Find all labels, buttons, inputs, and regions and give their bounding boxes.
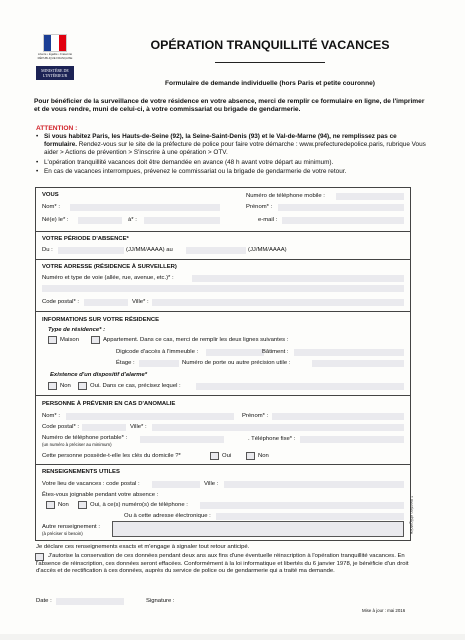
checkbox-cles-non[interactable] [246, 452, 255, 460]
section-vous [36, 188, 410, 231]
input-contact-ville[interactable] [152, 424, 404, 431]
label-lieu-naissance: à* : [128, 217, 137, 223]
label-digicode: Digicode d'accès à l'immeuble : [116, 349, 199, 355]
label-cles-oui: Oui [222, 453, 232, 459]
input-vacances-email[interactable] [216, 513, 404, 520]
label-email: e-mail : [258, 217, 278, 223]
attention-item: • L'opération tranquillité vacances doit être demandée en avance (48 h avant votre départ au minimum). [36, 159, 428, 167]
label-phone: Numéro de téléphone mobile : [246, 193, 325, 199]
label-contact-nom: Nom* : [42, 413, 61, 419]
title-divider [215, 62, 325, 63]
label-cles-non: Non [258, 453, 269, 459]
label-porte: Numéro de porte ou autre précision utile : [182, 360, 291, 366]
section-periode [36, 231, 410, 260]
label-maison: Maison [60, 337, 79, 343]
label-alarme-oui: Oui. Dans ce cas, précisez lequel : [90, 383, 181, 389]
input-batiment[interactable] [294, 349, 404, 356]
checkbox-alarme-oui[interactable] [78, 382, 87, 390]
label-vacances-ville: Ville : [204, 481, 219, 487]
input-nom[interactable] [70, 204, 220, 211]
label-alarme: Existence d'un dispositif d'alarme* [50, 372, 148, 378]
label-prenom: Prénom* : [246, 204, 273, 210]
input-contact-prenom[interactable] [272, 413, 404, 420]
logo-motto: Liberté • Égalité • Fraternité [37, 52, 73, 56]
section-heading: VOUS [42, 192, 59, 198]
attention-item-bold: Si vous habitez Paris, les Hauts-de-Seine (92), la Seine-Saint-Denis (93) et le Val-de-Marne (94), ne remplissez pas ce formulaire. [44, 133, 397, 149]
label-joignable: Êtes-vous joignable pendant votre absence : [42, 492, 159, 498]
label-format-au: (JJ/MM/AAAA) au [126, 247, 173, 253]
section-contact [36, 395, 410, 465]
label-contact-ville: Ville* : [130, 424, 147, 430]
label-naissance: Né(e) le* : [42, 217, 69, 223]
input-contact-fixe[interactable] [300, 436, 404, 443]
input-date-naissance[interactable] [78, 217, 122, 224]
input-vacances-telephone[interactable] [200, 502, 404, 509]
input-voie[interactable] [192, 275, 404, 282]
input-contact-portable[interactable] [140, 436, 224, 443]
note-contact-portable: (un numéro à préciser au minimum) [42, 442, 112, 447]
attention-item-rest: Rendez-vous sur le site de la préfecture de police pour faire votre démarche : www.prefecturedepolice.paris, rubrique Vous aider > Actions de prévention > S'inscrire à une opération > OTV. [44, 141, 426, 157]
input-ville[interactable] [152, 299, 404, 306]
input-contact-nom[interactable] [66, 413, 234, 420]
input-porte[interactable] [312, 360, 404, 367]
section-heading: VOTRE ADRESSE (RÉSIDENCE À SURVEILLER) [42, 264, 177, 270]
input-date-debut[interactable] [58, 247, 124, 254]
label-nom: Nom* : [42, 204, 61, 210]
input-date[interactable] [56, 598, 124, 605]
label-appartement: Appartement. Dans ce cas, merci de remplir les deux lignes suivantes : [103, 337, 289, 343]
input-code-postal[interactable] [84, 299, 128, 306]
input-prenom[interactable] [278, 204, 404, 211]
input-lieu-naissance[interactable] [144, 217, 220, 224]
note-autre: (à préciser si besoin) [42, 531, 83, 536]
intro-text: Pour bénéficier de la surveillance de votre résidence en votre absence, merci de remplir ce formulaire en ligne, de l'imprimer et de vous rendre, muni de celui-ci, à votre commissariat ou brigade de gendarmerie. [34, 98, 425, 114]
input-contact-cp[interactable] [82, 424, 126, 431]
marianne-flag-icon [43, 34, 67, 52]
form-frame [35, 187, 411, 541]
label-joignable-oui: Oui, à ce(s) numéro(s) de téléphone : [90, 502, 188, 508]
checkbox-alarme-non[interactable] [48, 382, 57, 390]
label-alarme-non: Non [60, 383, 71, 389]
input-vacances-ville[interactable] [224, 481, 404, 488]
label-du: Du : [42, 247, 53, 253]
label-ville: Ville* : [132, 299, 149, 305]
section-adresse [36, 259, 410, 312]
page-subtitle: Formulaire de demande individuelle (hors Paris et petite couronne) [165, 80, 375, 87]
attention-item [36, 133, 428, 158]
attention-list [36, 133, 428, 177]
label-etage: Étage : [116, 360, 135, 366]
input-date-fin[interactable] [186, 247, 246, 254]
label-vacances-cp: Votre lieu de vacances : code postal : [42, 481, 140, 487]
checkbox-cles-oui[interactable] [210, 452, 219, 460]
mandatory-note: * mention obligatoire [409, 496, 414, 535]
label-vacances-email: Ou à cette adresse électronique : [124, 513, 211, 519]
label-contact-prenom: Prénom* : [242, 413, 269, 419]
checkbox-joignable-non[interactable] [46, 501, 55, 509]
checkbox-joignable-oui[interactable] [78, 501, 87, 509]
section-renseignements [36, 464, 410, 541]
attention-item: • En cas de vacances interrompues, prévenez le commissariat ou la brigade de gendarmerie de votre retour. [36, 168, 428, 176]
page-title: OPÉRATION TRANQUILLITÉ VACANCES [150, 38, 390, 52]
label-code-postal: Code postal* : [42, 299, 80, 305]
attention-label: ATTENTION : [36, 125, 78, 132]
label-contact-fixe: . Téléphone fixe* : [248, 436, 296, 442]
label-batiment: Bâtiment : [262, 349, 289, 355]
republique-logo [36, 34, 74, 80]
declaration-text: Je déclare ces renseignements exacts et m'engage à signaler tout retour anticipé. [36, 544, 250, 550]
section-heading: PERSONNE À PRÉVENIR EN CAS D'ANOMALIE [42, 401, 176, 407]
label-joignable-non: Non [58, 502, 69, 508]
label-cles: Cette personne possède-t-elle les clés du domicile ?* [42, 453, 181, 459]
input-voie-suite[interactable] [42, 285, 404, 292]
checkbox-maison[interactable] [48, 336, 57, 344]
input-etage[interactable] [139, 360, 179, 367]
input-email[interactable] [282, 217, 404, 224]
label-voie: Numéro et type de voie (allée, rue, avenue, etc.)* : [42, 275, 174, 281]
label-contact-portable: Numéro de téléphone portable* : [42, 435, 128, 441]
textarea-autre[interactable] [112, 521, 404, 537]
section-residence [36, 311, 410, 396]
label-date: Date : [36, 598, 52, 604]
section-heading: VOTRE PÉRIODE D'ABSENCE* [42, 236, 129, 242]
input-phone[interactable] [336, 193, 404, 200]
logo-republique: RÉPUBLIQUE FRANÇAISE [37, 56, 73, 61]
label-format: (JJ/MM/AAAA) [248, 247, 287, 253]
update-date: Mise à jour : mai 2016 [362, 608, 406, 613]
section-heading: INFORMATIONS SUR VOTRE RÉSIDENCE [42, 317, 160, 323]
page-edge [0, 634, 465, 640]
input-digicode[interactable] [206, 349, 264, 356]
label-signature: Signature : [146, 598, 175, 604]
label-type-residence: Type de résidence* : [48, 327, 106, 333]
input-alarme-type[interactable] [196, 383, 404, 390]
section-heading: RENSEIGNEMENTS UTILES [42, 469, 120, 475]
label-contact-cp: Code postal* : [42, 424, 80, 430]
checkbox-appartement[interactable] [91, 336, 100, 344]
label-autre: Autre renseignement : [42, 524, 100, 530]
consent-text: J'autorise la conservation de ces données pendant deux ans aux fins d'une éventuelle réinscription à l'opération tranquillité vacances. En l'absence de réinscription, ces données seront effacées. Conformément à la loi informatique et libertés du 6 janvier 1978, je bénéficie d'un droit d'accès et de rectification à ces données, auprès du service de police ou de gendarmerie qui a traité ma demande. [36, 553, 409, 575]
logo-ministry: MINISTÈRE DE L'INTÉRIEUR [36, 66, 74, 80]
input-vacances-cp[interactable] [152, 481, 200, 488]
